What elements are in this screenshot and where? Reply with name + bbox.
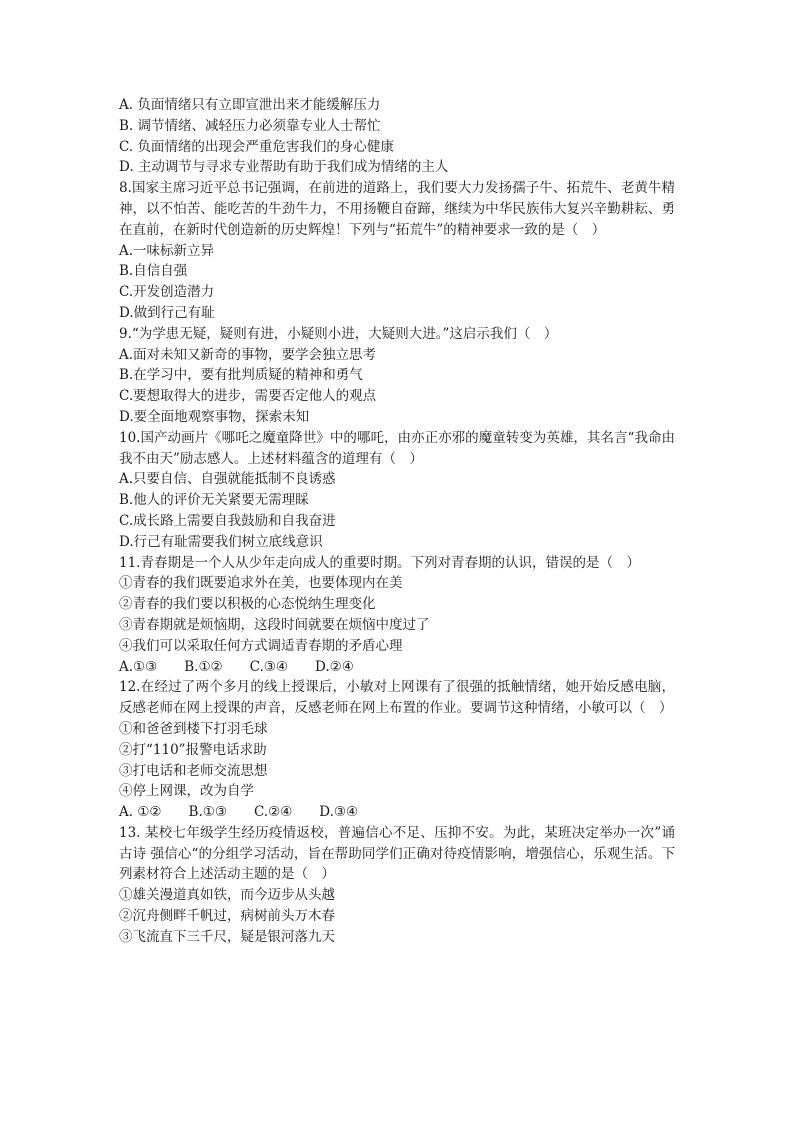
q12-stem: 12.在经过了两个多月的线上授课后，小敏对上网课有了很强的抵触情绪，她开始反感电脑，反感老师在网上授课的声音，反感老师在网上布置的作业。要调节这种情绪，小敏可以（ ）	[119, 679, 675, 717]
q7-option-a: A. 负面情绪只有立即宣泄出来才能缓解压力	[119, 97, 381, 113]
q12-item-1: ①和爸爸到楼下打羽毛球	[119, 720, 268, 737]
q12-choices: A. ①② B.①③ C.②④ D.③④	[119, 804, 359, 821]
q7-option-c: C. 负面情绪的出现会严重危害我们的身心健康	[119, 138, 394, 155]
q12-item-2: ②打“110”报警电话求助	[119, 741, 267, 758]
question-content	[119, 95, 675, 948]
q11-stem: 11.青春期是一个人从少年走向成人的重要时期。下列对青春期的认识，错误的是（ ）	[119, 554, 640, 571]
q9-option-a: A.面对未知又新奇的事物，要学会独立思考	[119, 346, 377, 363]
q8-option-a: A.一味标新立异	[119, 242, 215, 259]
q10-option-a: A.只要自信、自强就能抵制不良诱惑	[119, 471, 336, 488]
q11-item-4: ④我们可以采取任何方式调适青春期的矛盾心理	[119, 637, 403, 654]
q8-option-c: C.开发创造潜力	[119, 284, 215, 301]
q7-option-b: B. 调节情绪、减轻压力必须靠专业人士帮忙	[119, 117, 381, 134]
q13-item-1: ①雄关漫道真如铁，而今迈步从头越	[119, 887, 335, 904]
q9-option-d: D.要全面地观察事物，探索未知	[119, 408, 310, 425]
q7-option-d: D. 主动调节与寻求专业帮助有助于我们成为情绪的主人	[119, 159, 449, 176]
q13-stem: 13. 某校七年级学生经历疫情返校，普遍信心不足、压抑不安。为此，某班决定举办一次”诵古诗 强信心“的分组学习活动，旨在帮助同学们正确对待疫情影响，增强信心，乐观生活。下列素材符合上述活动主题的是（ ）	[119, 824, 675, 883]
q10-option-b: B.他人的评价无关紧要无需理睬	[119, 492, 309, 509]
q13-item-2: ②沉舟侧畔千帆过，病树前头万木春	[119, 908, 335, 925]
q10-stem: 10.国产动画片《哪吒之魔童降世》中的哪吒，由亦正亦邪的魔童转变为英雄，其名言“我命由我不由天”励志感人。上述材料蕴含的道理有（ ）	[119, 429, 675, 467]
q10-option-c: C.成长路上需要自我鼓励和自我奋进	[119, 512, 336, 529]
q11-item-2: ②青春的我们要以积极的心态悦纳生理变化	[119, 596, 376, 613]
q12-item-4: ④停上网课，改为自学	[119, 783, 254, 800]
q9-option-c: C.要想取得大的进步，需要否定他人的观点	[119, 388, 377, 405]
q11-item-1: ①青春的我们既要追求外在美，也要体现内在美	[119, 575, 403, 592]
q8-option-d: D.做到行己有耻	[119, 304, 215, 321]
q10-option-d: D.行己有耻需要我们树立底线意识	[119, 533, 323, 550]
q9-option-b: B.在学习中，要有批判质疑的精神和勇气	[119, 367, 363, 384]
q8-option-b: B.自信自强	[119, 263, 188, 280]
q12-item-3: ③打电话和老师交流思想	[119, 762, 268, 779]
q13-item-3: ③飞流直下三千尺，疑是银河落九天	[119, 928, 335, 945]
q8-stem: 8.国家主席习近平总书记强调，在前进的道路上，我们要大力发扬孺子牛、拓荒牛、老黄牛精神，以不怕苦、能吃苦的牛劲牛力，不用扬鞭自奋蹄，继续为中华民族伟大复兴辛勤耕耘、勇在直前，在新时代创造新的历史辉煌！下列与“拓荒牛”的精神要求一致的是（ ）	[119, 180, 675, 238]
q11-item-3: ③青春期就是烦恼期，这段时间就要在烦恼中度过了	[119, 616, 430, 633]
q9-stem: 9.“为学患无疑，疑则有进，小疑则小进，大疑则大进。”这启示我们（ ）	[119, 325, 558, 342]
q11-choices: A.①③ B.①② C.③④ D.②④	[119, 658, 354, 675]
